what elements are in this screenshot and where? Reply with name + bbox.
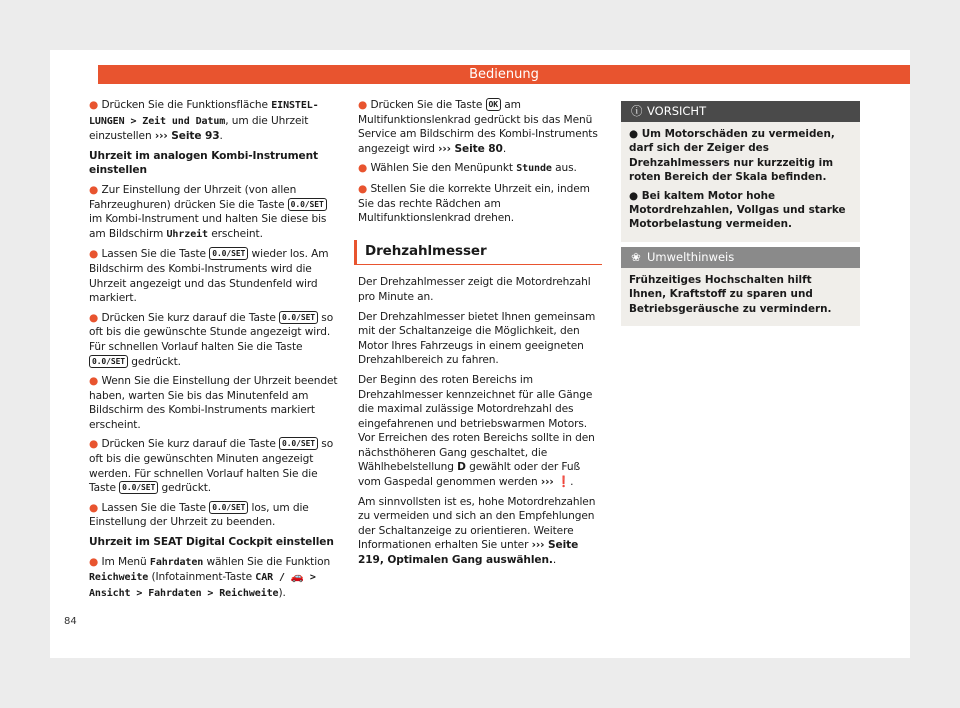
list-item: ● Drücken Sie kurz darauf die Taste 0.0/SET so oft bis die gewünschten Minuten angezeigt werden. Für schnellen Vorlauf halten Sie die Taste 0.0/SET gedrückt.: [89, 438, 334, 495]
leaf-icon: ❀: [631, 250, 641, 264]
column-middle: [358, 98, 602, 573]
set-key-icon: 0.0/SET: [288, 198, 327, 211]
section-heading: Drehzahlmesser: [354, 240, 602, 266]
page-reference-link[interactable]: ››› Seite 80: [438, 142, 503, 155]
vorsicht-header: ⓘ VORSICHT: [621, 101, 860, 122]
set-key-icon: 0.0/SET: [89, 355, 128, 368]
paragraph: Frühzeitiges Hochschalten hilft Ihnen, Kraftstoff zu sparen und Betriebsgeräusche zu vermindern.: [629, 274, 832, 315]
manual-page: [50, 50, 910, 658]
list-item: ● Drücken Sie kurz darauf die Taste 0.0/SET so oft bis die gewünschte Stunde angezeigt wird. Für schnellen Vorlauf halten Sie die Taste 0.0/SET gedrückt.: [89, 311, 334, 368]
car-menu-icon: 🚗: [290, 571, 304, 584]
paragraph: Der Beginn des roten Bereichs im Drehzahlmesser kennzeichnet für alle Gänge die maximal zulässige Motordrehzahl des eingefahrenen und betriebswarmen Motors. Vor Erreichen des roten Bereichs sollte in den nächsthöheren Gang geschaltet, die Wählhebelstellung D gewählt oder der Fuß vom Gaspedal genommen werden ››› ❗.: [358, 373, 595, 489]
list-item: ● Wählen Sie den Menüpunkt Stunde aus.: [358, 162, 577, 175]
ok-key-icon: OK: [486, 98, 501, 111]
umwelt-box: [621, 247, 860, 326]
vorsicht-box: [621, 101, 860, 242]
list-item: ● Wenn Sie die Einstellung der Uhrzeit beendet haben, warten Sie bis das Minutenfeld am Bildschirm des Kombi-Instruments markiert erscheint.: [89, 375, 338, 431]
set-key-icon: 0.0/SET: [209, 501, 248, 514]
paragraph: Am sinnvollsten ist es, hohe Motordrehzahlen zu vermeiden und sich an den Empfehlungen der Schaltanzeige zu orientieren. Weitere Informationen erhalten Sie unter ››› Seite 219, Optimalen Gang auswählen..: [358, 495, 596, 567]
page-header: Bedienung: [98, 65, 910, 84]
page-reference-link[interactable]: ›››: [540, 476, 554, 489]
set-key-icon: 0.0/SET: [119, 481, 158, 494]
paragraph: Der Drehzahlmesser zeigt die Motordrehzahl pro Minute an.: [358, 276, 591, 303]
subheading: Uhrzeit im analogen Kombi-Instrument einstellen: [89, 149, 319, 177]
list-item: ● Um Motorschäden zu vermeiden, darf sich der Zeiger des Drehzahlmessers nur kurzzeitig im roten Bereich der Skala befinden.: [629, 128, 835, 184]
list-item: ● Zur Einstellung der Uhrzeit (von allen Fahrzeughuren) drücken Sie die Taste 0.0/SET im Kombi-Instrument und halten Sie diese bis am Bildschirm Uhrzeit erscheint.: [89, 183, 327, 240]
exclamation-circle-icon: ⓘ: [631, 104, 643, 118]
column-left: [89, 98, 339, 606]
set-key-icon: 0.0/SET: [209, 247, 248, 260]
list-item: ● Stellen Sie die korrekte Uhrzeit ein, indem Sie das rechte Rädchen am Multifunktionslenkrad drehen.: [358, 182, 590, 225]
list-item: ● Lassen Sie die Taste 0.0/SET wieder los. Am Bildschirm des Kombi-Instruments wird die Uhrzeit angezeigt und das Stundenfeld wird markiert.: [89, 248, 329, 305]
list-item: ● Drücken Sie die Taste OK am Multifunktionslenkrad gedrückt bis das Menü Service am Bildschirm des Kombi-Instruments angezeigt wird ››› Seite 80.: [358, 99, 598, 155]
page-reference-link[interactable]: ››› Seite 219, Optimalen Gang auswählen.: [358, 539, 579, 567]
list-item: ● Im Menü Fahrdaten wählen Sie die Funktion Reichweite (Infotainment-Taste CAR / 🚗 > Ansicht > Fahrdaten > Reichweite).: [89, 555, 331, 599]
set-key-icon: 0.0/SET: [279, 311, 318, 324]
umwelt-header: ❀ Umwelthinweis: [621, 247, 860, 268]
exclamation-circle-icon: ❗: [556, 476, 571, 489]
set-key-icon: 0.0/SET: [279, 437, 318, 450]
paragraph: Der Drehzahlmesser bietet Ihnen gemeinsam mit der Schaltanzeige die Möglichkeit, den Motor Ihres Fahrzeugs in einem geeigneten Drehzahlbereich zu fahren.: [358, 310, 596, 367]
page-reference-link[interactable]: ››› Seite 93: [154, 130, 220, 143]
subheading: Uhrzeit im SEAT Digital Cockpit einstellen: [89, 536, 334, 549]
page-number: 84: [64, 616, 77, 627]
list-item: ● Lassen Sie die Taste 0.0/SET los, um die Einstellung der Uhrzeit zu beenden.: [89, 501, 309, 529]
list-item: ● Bei kaltem Motor hohe Motordrehzahlen, Vollgas und starke Motorbelastung vermeiden.: [629, 189, 846, 231]
list-item: ● Drücken Sie die Funktionsfläche EINSTEL-LUNGEN > Zeit und Datum, um die Uhrzeit einzustellen ››› Seite 93.: [89, 99, 319, 143]
